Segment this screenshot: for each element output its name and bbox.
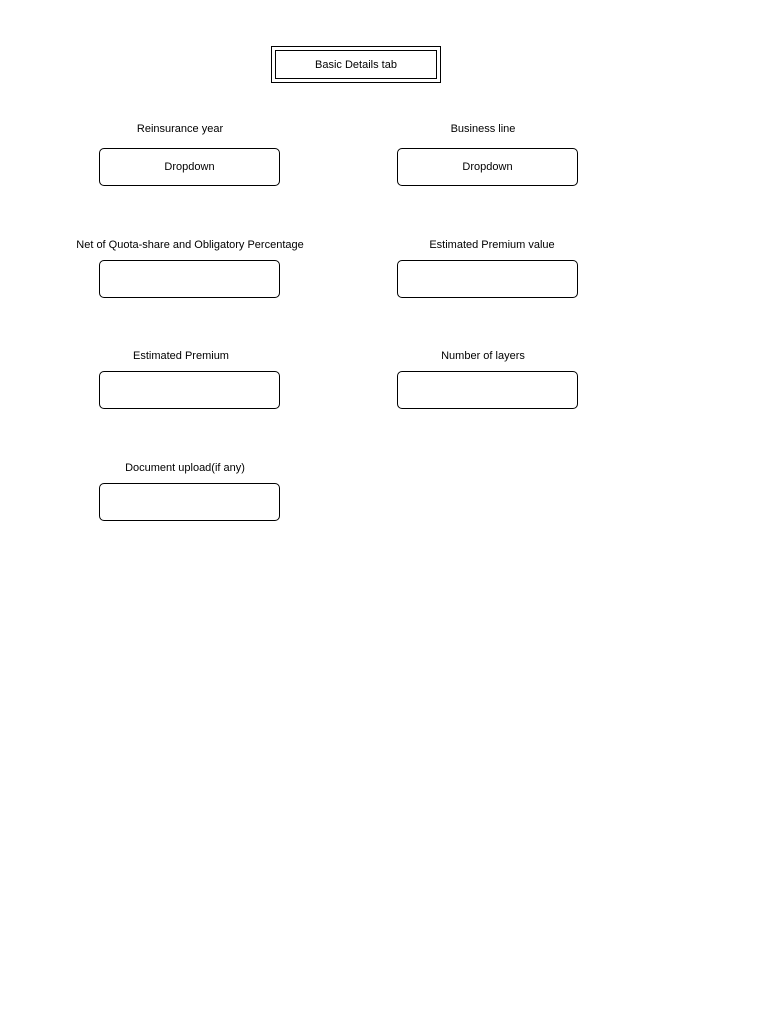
number-of-layers-input[interactable] bbox=[397, 371, 578, 409]
reinsurance-year-dropdown[interactable]: Dropdown bbox=[99, 148, 280, 186]
basic-details-tab-label: Basic Details tab bbox=[275, 50, 437, 79]
net-quota-share-label: Net of Quota-share and Obligatory Percentage bbox=[76, 239, 304, 251]
document-upload-input[interactable] bbox=[99, 483, 280, 521]
reinsurance-year-label: Reinsurance year bbox=[136, 123, 224, 135]
estimated-premium-input[interactable] bbox=[99, 371, 280, 409]
business-line-label: Business line bbox=[450, 123, 516, 135]
estimated-premium-value-label: Estimated Premium value bbox=[429, 239, 555, 251]
estimated-premium-label: Estimated Premium bbox=[133, 350, 229, 362]
business-line-dropdown[interactable]: Dropdown bbox=[397, 148, 578, 186]
basic-details-tab[interactable] bbox=[271, 46, 441, 83]
document-upload-label: Document upload(if any) bbox=[125, 462, 245, 474]
number-of-layers-label: Number of layers bbox=[441, 350, 525, 362]
net-quota-share-input[interactable] bbox=[99, 260, 280, 298]
estimated-premium-value-input[interactable] bbox=[397, 260, 578, 298]
